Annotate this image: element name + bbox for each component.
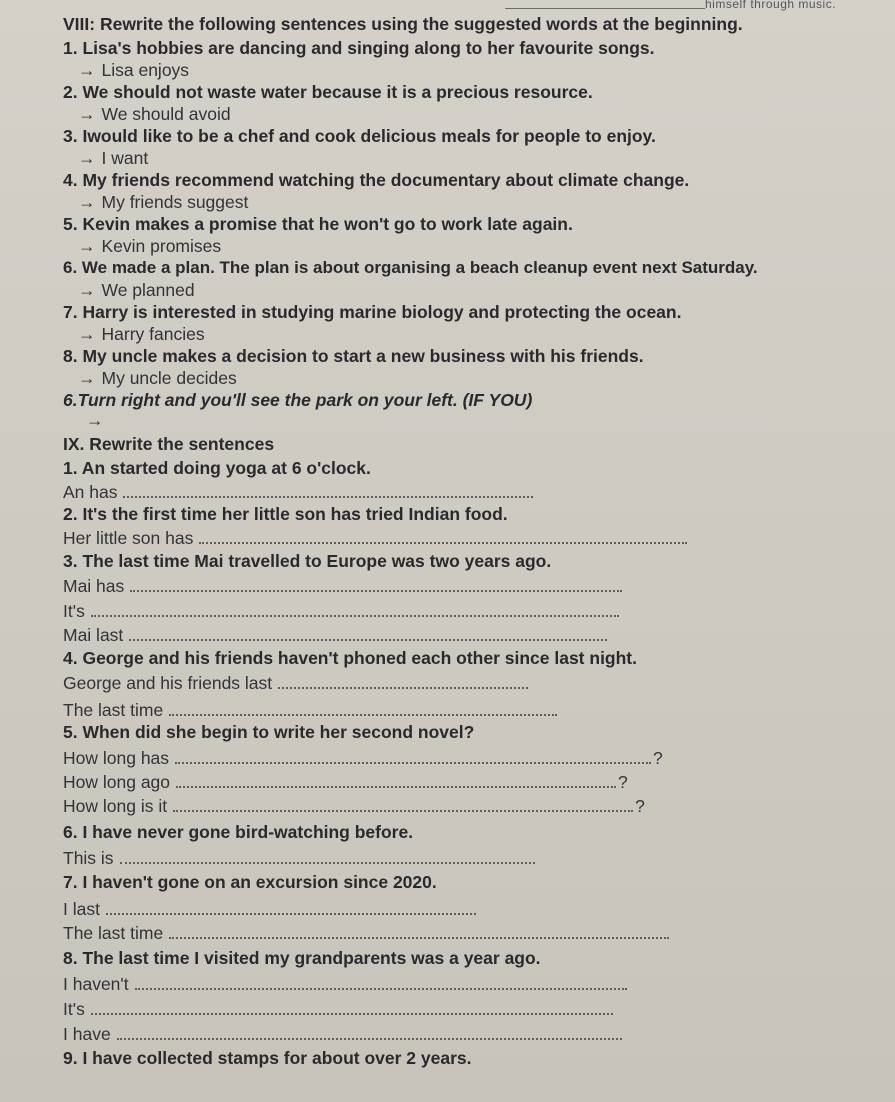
s9-q1-answer-line[interactable]: An has [63, 482, 533, 502]
s9-q2: 2. It's the first time her little son has tried Indian food. [63, 504, 508, 524]
s9-q8-answer-line-b[interactable]: It's [63, 999, 613, 1019]
s8-q9: 6.Turn right and you'll see the park on your left. (IF YOU) [63, 390, 533, 410]
s8-q5: 5. Kevin makes a promise that he won't go to work late again. [63, 214, 573, 234]
s9-q5: 5. When did she begin to write her second novel? [63, 722, 475, 742]
s8-q3: 3. Iwould like to be a chef and cook delicious meals for people to enjoy. [63, 126, 656, 146]
s8-a7: → Harry fancies [78, 324, 205, 344]
s8-a3: → I want [78, 148, 149, 168]
blank-line[interactable] [169, 713, 557, 716]
s8-a9 [86, 410, 110, 430]
arrow-icon: → [78, 192, 96, 212]
arrow-icon: → [78, 104, 96, 124]
blank-line[interactable] [169, 936, 669, 939]
blank-line[interactable] [129, 638, 607, 641]
s9-q4-answer-line-a[interactable]: George and his friends last [63, 673, 528, 693]
s9-q2-answer-line[interactable]: Her little son has [63, 528, 687, 548]
blank-line[interactable] [130, 589, 622, 592]
arrow-icon: → [78, 280, 96, 300]
s8-q4: 4. My friends recommend watching the documentary about climate change. [63, 170, 690, 190]
s8-q8: 8. My uncle makes a decision to start a new business with his friends. [63, 346, 644, 366]
section-8-title: VIII: Rewrite the following sentences using the suggested words at the beginning. [63, 14, 743, 34]
blank-line[interactable] [278, 686, 528, 689]
s9-q7-answer-line-a[interactable]: I last [63, 899, 476, 919]
blank-line[interactable] [135, 987, 627, 990]
s9-q5-answer-line-b[interactable]: How long ago ? [63, 772, 628, 792]
blank-line[interactable] [106, 912, 476, 915]
blank-line[interactable] [199, 541, 687, 544]
s9-q4: 4. George and his friends haven't phoned each other since last night. [63, 648, 637, 668]
blank-line[interactable] [117, 1037, 622, 1040]
s9-q6: 6. I have never gone bird-watching before. [63, 822, 414, 842]
s8-a8: → My uncle decides [78, 368, 237, 388]
s8-q7: 7. Harry is interested in studying marine biology and protecting the ocean. [63, 302, 682, 322]
s8-q1: 1. Lisa's hobbies are dancing and singing along to her favourite songs. [63, 38, 655, 58]
s9-q7: 7. I haven't gone on an excursion since 2020. [63, 872, 437, 892]
section-9-title: IX. Rewrite the sentences [63, 434, 275, 454]
s9-q5-answer-line-c[interactable]: How long is it ? [63, 796, 645, 816]
s9-q7-answer-line-b[interactable]: The last time [63, 923, 669, 943]
blank-line[interactable] [91, 614, 619, 617]
s9-q9: 9. I have collected stamps for about over 2 years. [63, 1048, 472, 1068]
blank-line[interactable] [91, 1012, 613, 1015]
blank-line[interactable] [123, 495, 533, 498]
arrow-icon: → [78, 236, 96, 256]
s8-a2: → We should avoid [78, 104, 231, 124]
s9-q1: 1. An started doing yoga at 6 o'clock. [63, 458, 371, 478]
arrow-icon: → [78, 60, 96, 80]
s8-a6: → We planned [78, 280, 195, 300]
s9-q8-answer-line-c[interactable]: I have [63, 1024, 622, 1044]
s9-q8-answer-line-a[interactable]: I haven't [63, 974, 627, 994]
s9-q3-answer-line-b[interactable]: It's [63, 601, 619, 621]
top-note: himself through music. [705, 0, 837, 11]
blank-line[interactable] [173, 809, 633, 812]
arrow-icon: → [78, 368, 96, 388]
s8-a4: → My friends suggest [78, 192, 249, 212]
blank-line[interactable] [120, 861, 535, 864]
s9-q3: 3. The last time Mai travelled to Europe was two years ago. [63, 551, 552, 571]
arrow-icon: → [78, 324, 96, 344]
s8-q6: 6. We made a plan. The plan is about organising a beach cleanup event next Saturday. [63, 258, 758, 277]
blank-line[interactable] [175, 761, 651, 764]
s9-q3-answer-line-a[interactable]: Mai has [63, 576, 622, 596]
arrow-icon: → [78, 148, 96, 168]
s9-q5-answer-line-a[interactable]: How long has ? [63, 748, 663, 768]
arrow-icon: → [86, 410, 104, 430]
s9-q3-answer-line-c[interactable]: Mai last [63, 625, 607, 645]
s8-a5: → Kevin promises [78, 236, 222, 256]
s8-q2: 2. We should not waste water because it is a precious resource. [63, 82, 593, 102]
blank-line[interactable] [176, 785, 616, 788]
top-rule [505, 8, 705, 9]
s8-a1: → Lisa enjoys [78, 60, 190, 80]
s9-q8: 8. The last time I visited my grandparents was a year ago. [63, 948, 541, 968]
s9-q6-answer-line[interactable]: This is [63, 848, 535, 868]
s9-q4-answer-line-b[interactable]: The last time [63, 700, 557, 720]
